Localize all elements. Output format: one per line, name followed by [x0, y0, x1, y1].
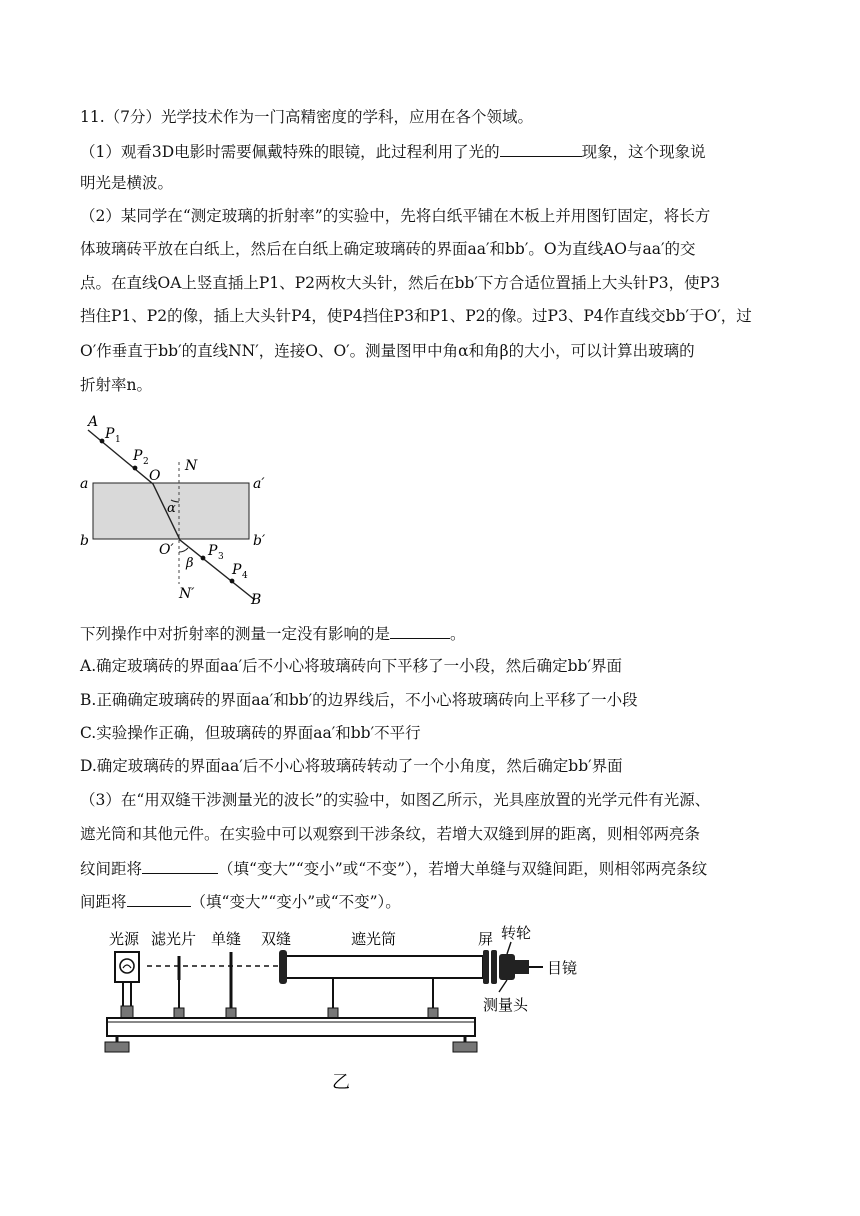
part2-line-1: （2）某同学在“测定玻璃的折射率”的实验中，先将白纸平铺在木板上并用图钉固定，将长方 [80, 207, 711, 225]
svg-text:b: b [80, 533, 89, 549]
part2-line-4: 挡住P1、P2的像，插上大头针P4，使P4挡住P3和P1、P2的像。过P3、P4作直线交bb′于O′，过 [80, 307, 752, 325]
svg-text:a: a [80, 476, 89, 492]
double-slit-apparatus-diagram [95, 920, 615, 1095]
svg-text:转轮: 转轮 [501, 924, 532, 942]
eyepiece-element [515, 960, 529, 974]
part2-line-2: 体玻璃砖平放在白纸上，然后在白纸上确定玻璃砖的界面aa′和bb′。O为直线AO与aa′的交 [80, 240, 696, 258]
svg-text:目镜: 目镜 [547, 959, 578, 977]
pin-p1 [100, 439, 105, 444]
option-a: A.确定玻璃砖的界面aa′后不小心将玻璃砖向下平移了一小段，然后确定bb′界面 [80, 657, 622, 675]
part2-line-6: 折射率n。 [80, 376, 152, 394]
svg-text:单缝: 单缝 [211, 930, 242, 948]
answer-blank-3[interactable] [142, 857, 218, 874]
svg-text:a′: a′ [253, 476, 265, 492]
svg-text:P: P [208, 543, 218, 559]
svg-text:P: P [232, 562, 242, 578]
svg-text:P: P [105, 426, 115, 442]
svg-text:P: P [133, 448, 143, 464]
svg-text:测量头: 测量头 [483, 996, 529, 1014]
pin-p3 [201, 556, 206, 561]
svg-text:B: B [251, 592, 262, 608]
svg-text:O: O [149, 468, 161, 484]
part3-line-2: 遮光筒和其他元件。在实验中可以观察到干涉条纹，若增大双缝到屏的距离，则相邻两亮条 [80, 825, 701, 843]
part2-line-5: O′作垂直于bb′的直线NN′，连接O、O′。测量图甲中角α和角β的大小，可以计算出玻璃的 [80, 342, 695, 360]
label-a-point: A [88, 414, 99, 430]
part3-line-1: （3）在“用双缝干涉测量光的波长”的实验中，如图乙所示，光具座放置的光学元件有光源、 [80, 791, 711, 809]
light-source-box [115, 952, 139, 982]
answer-blank-1[interactable] [500, 140, 582, 157]
option-c: C.实验操作正确，但玻璃砖的界面aa′和bb′不平行 [80, 724, 421, 742]
svg-text:滤光片: 滤光片 [151, 930, 197, 948]
svg-text:O′: O′ [159, 542, 174, 558]
question-stem: 11.（7分）光学技术作为一门高精密度的学科，应用在各个领域。 [80, 108, 534, 126]
svg-text:屏: 屏 [478, 930, 494, 948]
part3-line-3: 纹间距将 （填“变大”“变小”或“不变”），若增大单缝与双缝间距，则相邻两亮条纹 [80, 857, 780, 880]
answer-blank-4[interactable] [127, 890, 191, 907]
pin-p4 [230, 579, 235, 584]
part1-line: （1）观看3D电影时需要佩戴特殊的眼镜，此过程利用了光的 现象，这个现象说 [80, 140, 780, 163]
part2-line-3: 点。在直线OA上竖直插上P1、P2两枚大头针，然后在bb′下方合适位置插上大头针P3，使P3 [80, 274, 720, 292]
svg-text:1: 1 [115, 435, 121, 445]
light-shield-tube [283, 956, 483, 978]
pin-p2 [133, 466, 138, 471]
svg-text:2: 2 [143, 457, 149, 467]
svg-text:双缝: 双缝 [261, 930, 292, 948]
svg-text:α: α [167, 501, 176, 516]
screen-element [491, 950, 497, 984]
svg-text:遮光筒: 遮光筒 [351, 930, 397, 948]
part2-question-line: 下列操作中对折射率的测量一定没有影响的是 。 [80, 622, 780, 645]
part1-line-2: 明光是横波。 [80, 174, 174, 192]
angle-beta-arc [179, 548, 188, 552]
figure-caption: 乙 [332, 1072, 350, 1093]
option-b: B.正确确定玻璃砖的界面aa′和bb′的边界线后，不小心将玻璃砖向上平移了一小段 [80, 691, 638, 709]
svg-text:β: β [186, 556, 194, 571]
svg-text:光源: 光源 [109, 930, 140, 948]
svg-text:N: N [185, 458, 198, 474]
svg-text:N′: N′ [179, 586, 195, 602]
double-slit-element [279, 950, 287, 984]
optical-bench [107, 1018, 475, 1036]
part3-line-4: 间距将 （填“变大”“变小”或“不变”）。 [80, 890, 780, 913]
refraction-diagram [75, 412, 285, 612]
measuring-head [499, 954, 515, 980]
svg-text:b′: b′ [253, 533, 266, 549]
svg-text:3: 3 [218, 552, 224, 562]
answer-blank-2[interactable] [390, 622, 450, 639]
svg-text:4: 4 [242, 571, 248, 581]
option-d: D.确定玻璃砖的界面aa′后不小心将玻璃砖转动了一个小角度，然后确定bb′界面 [80, 757, 623, 775]
